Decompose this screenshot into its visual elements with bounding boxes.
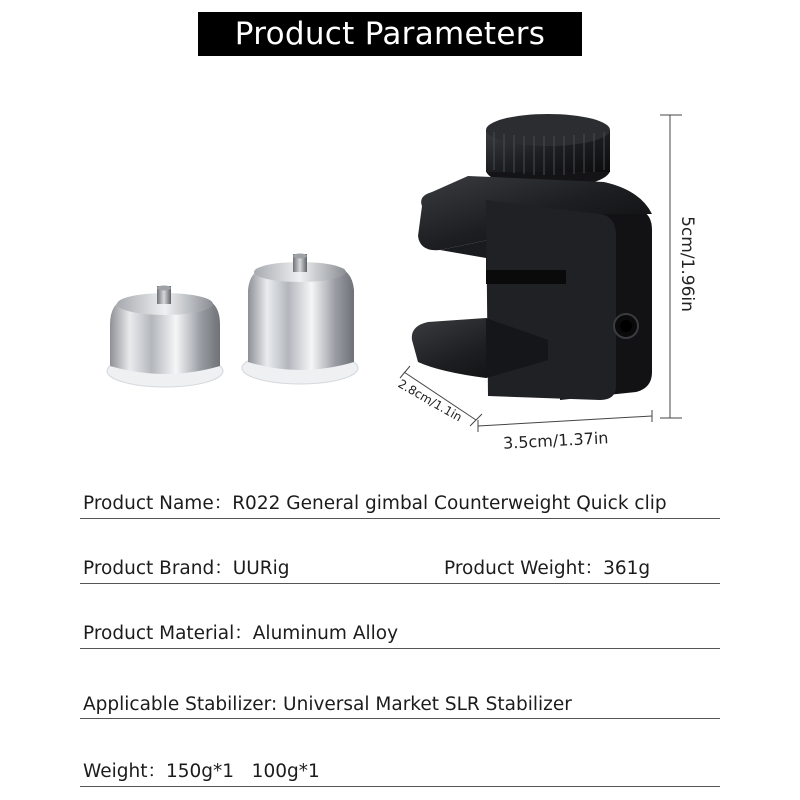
quick-clip	[412, 114, 652, 400]
product-brand-text: Product Brand：UURig	[83, 558, 290, 579]
product-photo	[0, 60, 800, 480]
spec-row-brand-weight	[80, 543, 720, 584]
product-material-text: Product Material：Aluminum Alloy	[83, 623, 399, 644]
depth-dimension-label: 2.8cm/1.1in	[395, 376, 465, 425]
page-title: Product Parameters	[198, 12, 582, 56]
small-counterweight	[107, 286, 223, 388]
spec-row-stabilizer	[80, 678, 720, 719]
spec-row-counterweights	[80, 746, 720, 787]
height-dimension-label: 5cm/1.96in	[677, 216, 697, 312]
counterweight-weights-text: Weight：150g*1 100g*1	[83, 761, 320, 782]
large-counterweight	[242, 254, 358, 385]
product-name-text: Product Name：R022 General gimbal Counterweight Quick clip	[83, 493, 667, 514]
spec-row-material	[80, 608, 720, 649]
spec-row-name	[80, 478, 720, 519]
applicable-stabilizer-text: Applicable Stabilizer: Universal Market SLR Stabilizer	[83, 694, 572, 715]
product-weight-text: Product Weight：361g	[444, 558, 651, 579]
width-dimension-label: 3.5cm/1.37in	[502, 428, 609, 453]
